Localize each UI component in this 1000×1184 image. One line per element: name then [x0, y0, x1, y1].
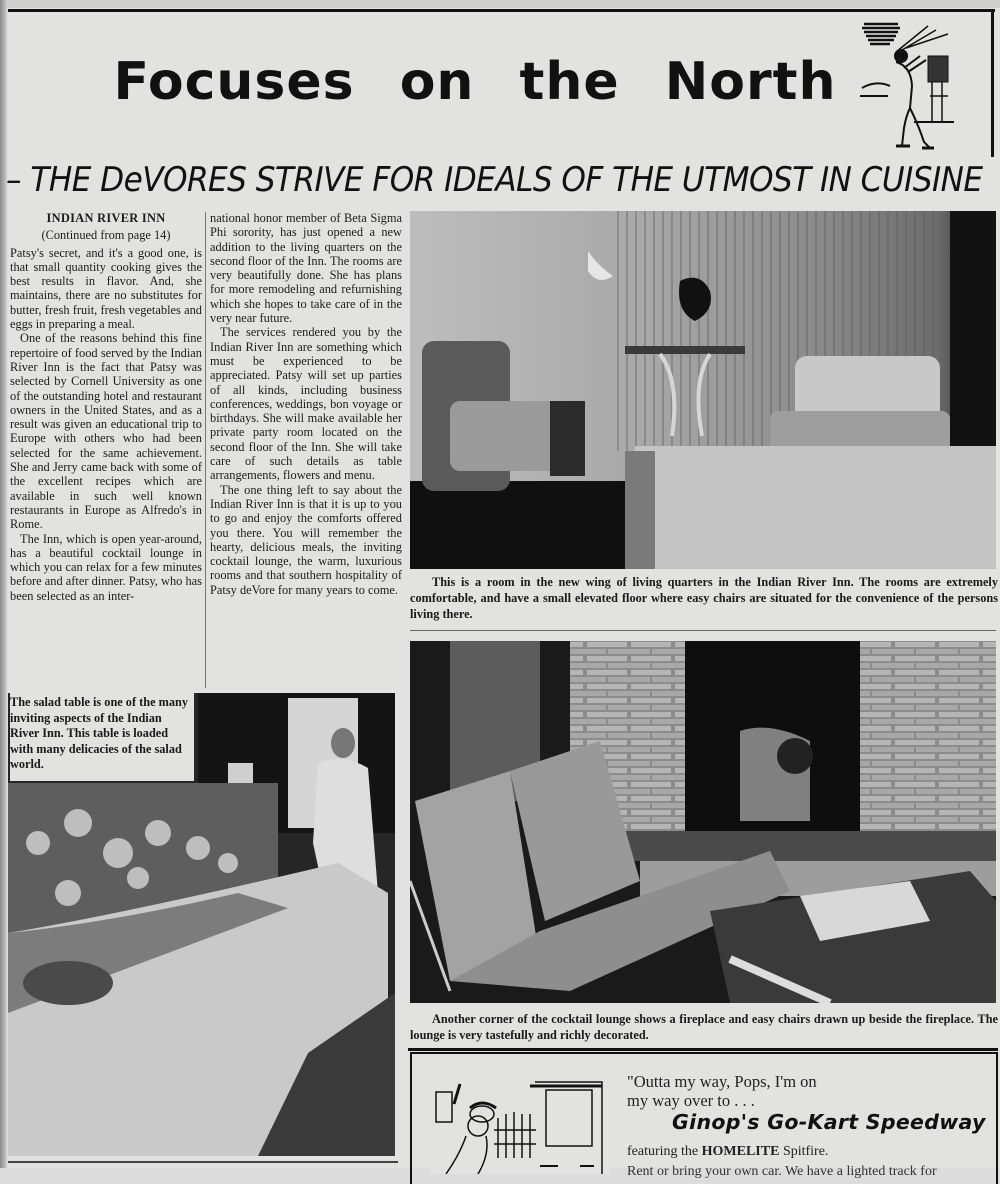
ad-feature-brand: HOMELITE — [701, 1144, 780, 1159]
headline: Focuses on the North — [113, 52, 837, 112]
article-column-1 — [10, 211, 202, 603]
cartoon-man-at-fence-icon — [430, 1074, 610, 1174]
header-rule — [8, 9, 995, 12]
section-heading: INDIAN RIVER INN — [46, 211, 166, 225]
ad-cut-line: Rent or bring your own car. We have a lighted track for — [627, 1164, 937, 1179]
lounge-photo-image — [410, 641, 996, 1003]
article-column-2 — [210, 211, 402, 597]
ad-title: Ginop's Go-Kart Speedway — [672, 1110, 986, 1134]
paragraph: One of the reasons behind this fine repertoire of food served by the Indian River Inn is the fact that Patsy was selected by Cornell University as one of the outstanding hotel and restaurant owners in the United States, and as a result was given an educational trip to Europe with others who had been selected for the same achievement. She and Jerry came back with some of the excellent recipes which are available in such well known restaurants in Europe as Alfredo's in Rome. — [10, 331, 202, 532]
ad-top-rule — [408, 1048, 998, 1051]
room-photo — [410, 211, 996, 569]
lounge-photo-caption: Another corner of the cocktail lounge shows a fireplace and easy chairs drawn up beside the fireplace. The lounge is very tastefully and richly decorated. — [410, 1012, 998, 1042]
ad-quote-line-2: my way over to . . . — [627, 1091, 755, 1110]
room-photo-caption: This is a room in the new wing of living quarters in the Indian River Inn. The rooms are extremely comfortable, and have a small elevated floor where easy chairs are situated for the convenience of the persons living there. — [410, 575, 998, 621]
ad-feature-suffix: Spitfire. — [779, 1144, 829, 1159]
paragraph: national honor member of Beta Sigma Phi sorority, has just opened a new addition to the living quarters on the second floor of the Inn. The rooms are very beautifully done. She has plans for more remodeling and refurnishing which she hopes to take care of in the very near future. — [210, 211, 402, 326]
ad-quote-line-1: "Outta my way, Pops, I'm on — [627, 1072, 817, 1091]
paragraph: The one thing left to say about the Indian River Inn is that it is up to you to go and enjoy the comforts offered you there. You will remember the hearty, delicious meals, the inviting cocktail lounge, the warm, luxurious rooms and that southern hospitality of Patsy deVore for many years to come. — [210, 482, 402, 597]
ad-feature-prefix: featuring the — [627, 1144, 702, 1159]
salad-table-caption: The salad table is one of the many inviting aspects of the Indian River Inn. This table is loaded with many delicacies of the salad world. — [10, 693, 194, 781]
column-divider — [205, 212, 206, 688]
top-strip — [0, 0, 1000, 8]
bottom-rule — [8, 1161, 398, 1163]
paragraph: The Inn, which is open year-around, has a beautiful cocktail lounge in which you can relax for a few minutes before and after dinner. Patsy, who has been selected as an inter- — [10, 531, 202, 603]
gokart-advertisement — [410, 1052, 998, 1184]
continued-note: (Continued from page 14) — [41, 228, 171, 243]
ad-feature-line — [627, 1144, 828, 1160]
caption-divider — [410, 630, 996, 631]
header-side-rule — [991, 9, 994, 157]
ad-quote — [627, 1072, 957, 1110]
golfer-illustration-icon — [856, 16, 966, 156]
lounge-photo — [410, 641, 996, 1003]
paragraph: Patsy's secret, and it's a good one, is that small quantity cooking gives the best results in flavor. And, she maintains, there are no substitutes for butter, fresh fruit, fresh vegetables and eggs in preparing a meal. — [10, 245, 202, 332]
room-photo-image — [410, 211, 996, 569]
paragraph: The services rendered you by the Indian River Inn are something which must be experienced to be appreciated. Patsy will set up parties of all kinds, including business conferences, weddings, bon voyage or birthdays. She will make available her private party room located on the second floor of the Inn. She will take care of such details as table arrangements, flowers and menu. — [210, 325, 402, 483]
subheadline: – THE DeVORES STRIVE FOR IDEALS OF THE UTMOST IN CUISINE — [6, 160, 983, 199]
